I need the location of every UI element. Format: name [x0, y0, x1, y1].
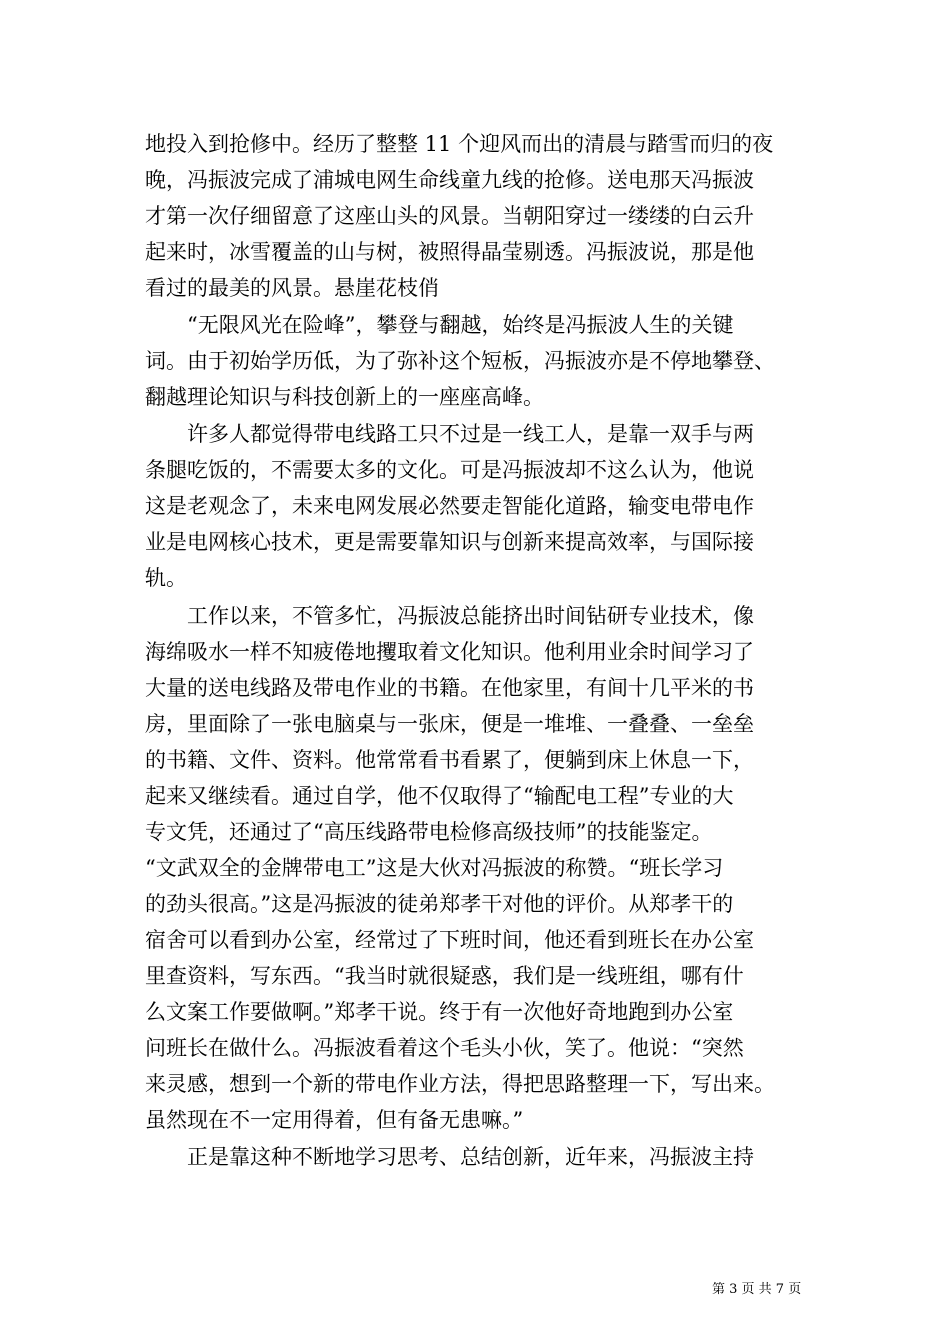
text-line: 起来时，冰雪覆盖的山与树，被照得晶莹剔透。冯振波说，那是他 — [145, 240, 754, 264]
text-line: 的劲头很高。”这是冯振波的徒弟郑孝干对他的评价。从郑孝干的 — [145, 892, 734, 916]
text-line: 专文凭，还通过了“高压线路带电检修高级技师”的技能鉴定。 — [145, 820, 713, 844]
text-line: 看过的最美的风景。悬崖花枝俏 — [145, 276, 439, 300]
text-line: 工作以来，不管多忙，冯振波总能挤出时间钻研专业技术，像 — [187, 604, 754, 628]
text-line: 许多人都觉得带电线路工只不过是一线工人，是靠一双手与两 — [187, 422, 754, 446]
text-line: 来灵感，想到一个新的带电作业方法，得把思路整理一下，写出来。 — [145, 1072, 775, 1096]
text-line: 大量的送电线路及带电作业的书籍。在他家里，有间十几平米的书 — [145, 676, 754, 700]
text-line: 翻越理论知识与科技创新上的一座座高峰。 — [145, 385, 544, 409]
text-line: 这是老观念了，未来电网发展必然要走智能化道路，输变电带电作 — [145, 494, 754, 518]
text-line: 词。由于初始学历低，为了弥补这个短板，冯振波亦是不停地攀登、 — [145, 349, 775, 373]
text-line: “无限风光在险峰”，攀登与翻越，始终是冯振波人生的关键 — [187, 313, 734, 337]
page-number: 第 3 页 共 7 页 — [712, 1282, 802, 1297]
text-line: 房，里面除了一张电脑桌与一张床，便是一堆堆、一叠叠、一垒垒 — [145, 712, 754, 736]
text-line: 虽然现在不一定用得着，但有备无患嘛。” — [145, 1108, 524, 1132]
text-line: 业是电网核心技术，更是需要靠知识与创新来提高效率，与国际接 — [145, 530, 754, 554]
text-line: 才第一次仔细留意了这座山头的风景。当朝阳穿过一缕缕的白云升 — [145, 204, 754, 228]
text-line: “文武双全的金牌带电工”这是大伙对冯振波的称赞。“班长学习 — [145, 856, 724, 880]
text-line: 起来又继续看。通过自学，他不仅取得了“输配电工程”专业的大 — [145, 784, 734, 808]
text-line: 晚，冯振波完成了浦城电网生命线童九线的抢修。送电那天冯振波 — [145, 168, 754, 192]
text-line: 正是靠这种不断地学习思考、总结创新，近年来，冯振波主持 — [187, 1145, 754, 1169]
text-line: 的书籍、文件、资料。他常常看书看累了，便躺到床上休息一下， — [145, 748, 754, 772]
text-line: 问班长在做什么。冯振波看着这个毛头小伙，笑了。他说：“突然 — [145, 1036, 744, 1060]
text-line: 地投入到抢修中。经历了整整 11 个迎风而出的清晨与踏雪而归的夜 — [145, 132, 774, 156]
text-line: 宿舍可以看到办公室，经常过了下班时间，他还看到班长在办公室 — [145, 928, 754, 952]
text-line: 轨。 — [145, 566, 187, 590]
text-line: 么文案工作要做啊。”郑孝干说。终于有一次他好奇地跑到办公室 — [145, 1000, 734, 1024]
text-line: 里查资料，写东西。“我当时就很疑惑，我们是一线班组，哪有什 — [145, 964, 744, 988]
text-line: 海绵吸水一样不知疲倦地攫取着文化知识。他利用业余时间学习了 — [145, 640, 754, 664]
text-line: 条腿吃饭的，不需要太多的文化。可是冯振波却不这么认为，他说 — [145, 458, 754, 482]
